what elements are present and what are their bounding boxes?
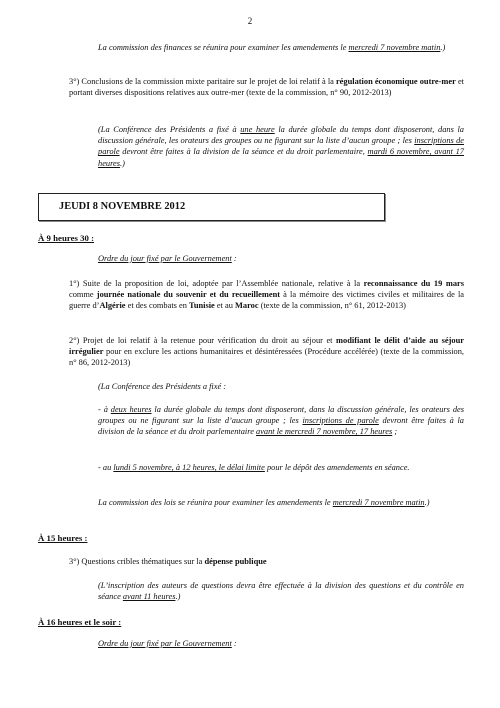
item-text: comme — [69, 290, 97, 300]
item-text: (texte de la commission, n° 61, 2012-2013) — [258, 301, 406, 311]
note-duration: deux heures — [110, 405, 152, 414]
note-text: - à — [98, 405, 111, 414]
note-end: .) — [175, 592, 181, 602]
conference-note-2-amendments — [98, 462, 464, 473]
item-text: 1°) Suite de la proposition de loi, adoptée par l’Assemblée nationale, relative à la — [69, 279, 364, 288]
note-date: mercredi 7 novembre matin — [332, 498, 425, 507]
conference-note-2-title: (La Conférence des Présidents a fixé : — [98, 382, 227, 391]
agenda-order-2 — [98, 638, 398, 649]
note-end: .) — [424, 498, 430, 507]
item-text-end: et portant diverses dispositions relatives aux outre-mer (texte de la commission, n° 90, 2012-2013) — [69, 77, 465, 98]
note-text: devront être faites à la division de la séance et du droit parlementaire — [98, 416, 464, 437]
agenda-item-questions — [69, 556, 464, 567]
time-15h: À 15 heures : — [38, 533, 88, 543]
item-bold: reconnaissance du 19 mars — [363, 279, 464, 288]
note-end: .) — [120, 158, 125, 168]
note-deadline: mardi 6 novembre, avant 17 heures — [98, 147, 464, 168]
item-text: 3°) Conclusions de la commission mixte paritaire sur le projet de loi relatif à la — [69, 77, 336, 86]
note-text: la durée globale du temps dont disposeront, dans la discussion générale, les orateurs des groupes ou ne figurant sur la liste d’aucun groupe ; les — [98, 125, 464, 146]
item-text: et des combats en — [125, 301, 190, 311]
note-text: devront être faites à la division de la séance et du droit parlementaire, — [119, 147, 368, 157]
note-underline: inscriptions de parole — [302, 416, 379, 426]
day-header-box — [38, 193, 385, 221]
conference-note-2-speaking-time — [98, 404, 464, 438]
page-number: 2 — [247, 16, 253, 26]
day-header: JEUDI 8 NOVEMBRE 2012 — [59, 201, 186, 212]
item-bold: Maroc — [235, 301, 259, 311]
time-9h30: À 9 heures 30 : — [38, 233, 95, 243]
item-bold: Tunisie — [189, 301, 215, 311]
note-text: (L’inscription des auteurs de questions devra être effectuée à la division des questions et du contrôle en séance — [98, 581, 464, 602]
note-text: - au — [98, 463, 114, 472]
agenda-item-3 — [69, 76, 464, 98]
note-text: La commission des finances se réunira pour examiner les amendements le — [98, 43, 349, 52]
note-text: la durée globale du temps dont disposeront, dans la discussion générale, les orateurs des groupes ou ne figurant sur la liste d’aucun groupe ; les — [98, 405, 464, 426]
order-label: Ordre du jour fixé par le Gouvernement — [98, 639, 232, 648]
conference-note-1 — [98, 124, 464, 169]
item-bold: Algérie — [99, 301, 126, 311]
item-bold: dépense publique — [204, 557, 267, 566]
item-bold: modifiant le délit d’aide au séjour irrégulier — [69, 336, 464, 357]
order-colon: : — [231, 254, 237, 263]
note-deadline: avant le mercredi 7 novembre, 17 heures — [256, 427, 393, 437]
note-underline: inscriptions de parole — [98, 136, 464, 157]
note-end: .) — [440, 43, 446, 52]
agenda-order-1 — [98, 253, 398, 264]
note-text: (La Conférence des Présidents a fixé à — [98, 125, 241, 134]
order-colon: : — [231, 639, 237, 648]
item-text: et au — [214, 301, 236, 311]
item-text: 3°) Questions cribles thématiques sur la — [69, 557, 205, 566]
questions-note — [98, 580, 464, 602]
item-text: pour en exclure les actions humanitaires et désintéressées (Procédure accélérée) (texte de la commission, n° 86, 2012-2013) — [69, 347, 464, 368]
note-deadline: lundi 5 novembre, à 12 heures, le délai limite — [113, 463, 265, 472]
agenda-item-1 — [69, 278, 464, 312]
note-text: pour le dépôt des amendements en séance. — [264, 463, 410, 472]
time-16h: À 16 heures et le soir : — [38, 617, 122, 627]
agenda-item-2 — [69, 335, 464, 369]
conference-note-2-commission — [98, 497, 464, 508]
item-bold: régulation économique outre-mer — [335, 77, 456, 86]
note-date: mercredi 7 novembre matin — [348, 43, 441, 52]
item-text: à la mémoire des victimes civiles et militaires de la guerre d’ — [69, 290, 464, 311]
finance-commission-note — [98, 42, 464, 53]
note-end: ; — [392, 427, 398, 437]
order-label: Ordre du jour fixé par le Gouvernement — [98, 254, 232, 263]
item-bold: journée nationale du souvenir et du recueillement — [96, 290, 281, 300]
note-deadline: avant 11 heures — [122, 592, 176, 602]
note-text: La commission des lois se réunira pour examiner les amendements le — [98, 498, 333, 507]
item-text: 2°) Projet de loi relatif à la retenue pour vérification du droit au séjour et — [69, 336, 337, 345]
note-duration: une heure — [240, 125, 275, 134]
